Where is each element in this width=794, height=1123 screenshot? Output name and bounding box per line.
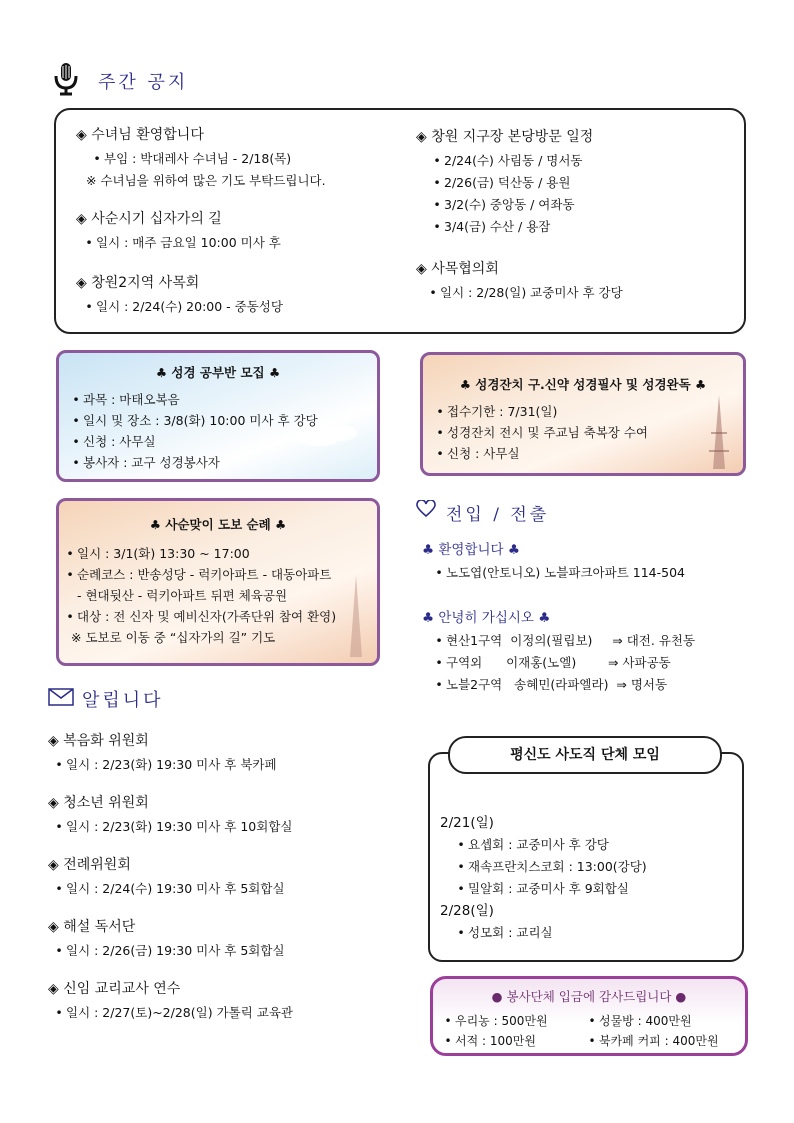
list-item: 2/24(수) 사림동 / 명서동 <box>444 153 583 168</box>
section-title: ◈ 창원2지역 사목회 <box>76 275 200 291</box>
list-item: 일시 : 2/23(화) 19:30 미사 후 10회합실 <box>66 819 293 834</box>
list-item: 구역외 이재홍(노엘) ⇒ 사파공동 <box>446 655 671 670</box>
note-text: ※ 도보로 이동 중 “십자가의 길” 기도 <box>71 630 276 645</box>
card-title: ♣ 성경 공부반 모집 ♣ <box>155 365 281 380</box>
section-title: ◈ 해설 독서단 <box>48 919 136 935</box>
section-title: ◈ 전례위원회 <box>48 857 131 873</box>
list-item: 일시 : 2/28(일) 교중미사 후 강당 <box>440 285 623 300</box>
note-text: ※ 수녀님을 위하여 많은 기도 부탁드립니다. <box>86 173 326 188</box>
list-item: 성경잔치 전시 및 주교님 축복장 수여 <box>447 425 648 440</box>
section-title: ◈ 수녀님 환영합니다 <box>76 127 204 143</box>
list-item: 순례코스 : 반송성당 - 럭키아파트 - 대동아파트 <box>77 567 332 582</box>
list-item: 노도엽(안토니오) 노블파크아파트 114-504 <box>446 565 685 580</box>
microphone-icon <box>52 62 80 96</box>
section-title: ◈ 청소년 위원회 <box>48 795 149 811</box>
list-item: 현산1구역 이정의(필립보) ⇒ 대전. 유천동 <box>446 633 696 648</box>
list-item: 대상 : 전 신자 및 예비신자(가족단위 참여 환영) <box>77 609 337 624</box>
list-item: 서적 : 100만원 <box>455 1034 536 1048</box>
heart-icon <box>416 500 436 518</box>
weekly-notice-box: ◈ 수녀님 환영합니다 • 부임 : 박대레사 수녀님 - 2/18(목) ※ 수녀님을 위하여 많은 기도 부탁드립니다. ◈ 사순시기 십자가의 길 • 일시 : 매주 금요일 10:00 미사 후 ◈ 창원2지역 사목회 • 일시 : 2/24(수) 20:00 - 중동성당 ◈ 창원 지구장 본당방문 일정 • 2/24(수) 사림동 / 명서동 • 2/26(금) 덕산동 / 용원 • 3/2(수) 중앙동 / 여좌동 • 3/4(금) 수산 / 용잠 ◈ 사목협의회 • 일시 : 2/28(일) 교중미사 후 강당 <box>54 108 746 334</box>
list-item: 성모회 : 교리실 <box>468 925 553 940</box>
section-title: ◈ 복음화 위원회 <box>48 733 149 749</box>
list-item: 일시 : 2/24(수) 20:00 - 중동성당 <box>96 299 283 314</box>
tower-decoration <box>339 571 373 659</box>
section-title: ◈ 창원 지구장 본당방문 일정 <box>416 129 594 145</box>
lay-groups-title: 평신도 사도직 단체 모임 <box>448 736 722 774</box>
card-title: ♣ 성경잔치 구.신약 성경필사 및 성경완독 ♣ <box>459 377 707 392</box>
section-title: ◈ 신임 교리교사 연수 <box>48 981 181 997</box>
section-title: ◈ 사순시기 십자가의 길 <box>76 211 222 227</box>
list-item: 과목 : 마태오복음 <box>83 392 180 407</box>
list-item: 신청 : 사무실 <box>83 434 156 449</box>
list-item: 일시 : 2/27(토)~2/28(일) 가톨릭 교육관 <box>66 1005 293 1020</box>
list-item: 봉사자 : 교구 성경봉사자 <box>83 455 220 470</box>
thanks-box: ● 봉사단체 입금에 감사드립니다 ● • 우리농 : 500만원 • 서적 : 100만원 • 성물방 : 400만원 • 북카페 커피 : 400만원 <box>430 976 748 1056</box>
page-title: 주간 공지 <box>98 72 189 93</box>
list-item: 신청 : 사무실 <box>447 446 520 461</box>
list-item: 일시 : 2/23(화) 19:30 미사 후 북카페 <box>66 757 277 772</box>
date-label: 2/28(일) <box>440 903 494 919</box>
tower-decoration <box>701 393 737 471</box>
section-title: ◈ 사목협의회 <box>416 261 499 277</box>
card-title: ♣ 사순맞이 도보 순례 ♣ <box>149 517 287 532</box>
list-item: 일시 : 2/24(수) 19:30 미사 후 5회합실 <box>66 881 285 896</box>
thanks-title: ● 봉사단체 입금에 감사드립니다 ● <box>491 989 687 1004</box>
list-item: 일시 및 장소 : 3/8(화) 10:00 미사 후 강당 <box>83 413 318 428</box>
list-item: 2/26(금) 덕산동 / 용원 <box>444 175 571 190</box>
list-item: 북카페 커피 : 400만원 <box>599 1034 719 1048</box>
bible-copy-card: ♣ 성경잔치 구.신약 성경필사 및 성경완독 ♣ • 접수기한 : 7/31(일) • 성경잔치 전시 및 주교님 축복장 수여 • 신청 : 사무실 <box>420 352 746 476</box>
list-item: 우리농 : 500만원 <box>455 1014 548 1028</box>
section-title: ♣ 환영합니다 ♣ <box>422 542 520 558</box>
list-item-continued: - 현대뒷산 - 럭키아파트 뒤편 체육공원 <box>77 588 288 603</box>
bible-study-card: ♣ 성경 공부반 모집 ♣ • 과목 : 마태오복음 • 일시 및 장소 : 3/8(화) 10:00 미사 후 강당 • 신청 : 사무실 • 봉사자 : 교구 성경봉사자 <box>56 350 380 482</box>
list-item: 3/4(금) 수산 / 용잠 <box>444 219 551 234</box>
transfer-title: 전입 / 전출 <box>446 505 550 525</box>
cloud-decoration <box>289 413 369 453</box>
list-item: 노블2구역 송혜민(라파엘라) ⇒ 명서동 <box>446 677 668 692</box>
pilgrimage-card: ♣ 사순맞이 도보 순례 ♣ • 일시 : 3/1(화) 13:30 ~ 17:00 • 순례코스 : 반송성당 - 럭키아파트 - 대동아파트 - 현대뒷산 - 럭키아파트 뒤편 체육공원 • 대상 : 전 신자 및 예비신자(가족단위 참여 환영) ※ 도보로 이동 중 “십자가의 길” 기도 <box>56 498 380 666</box>
list-item: 성물방 : 400만원 <box>599 1014 692 1028</box>
list-item: 부임 : 박대레사 수녀님 - 2/18(목) <box>104 151 292 166</box>
list-item: 일시 : 2/26(금) 19:30 미사 후 5회합실 <box>66 943 285 958</box>
section-title: ♣ 안녕히 가십시오 ♣ <box>422 610 551 626</box>
envelope-icon <box>48 688 74 706</box>
list-item: 재속프란치스코회 : 13:00(강당) <box>468 859 647 874</box>
list-item: 요셉회 : 교중미사 후 강당 <box>468 837 609 852</box>
list-item: 일시 : 매주 금요일 10:00 미사 후 <box>96 235 281 250</box>
announce-title: 알립니다 <box>82 690 164 711</box>
list-item: 접수기한 : 7/31(일) <box>447 404 558 419</box>
list-item: 일시 : 3/1(화) 13:30 ~ 17:00 <box>77 546 250 561</box>
date-label: 2/21(일) <box>440 815 494 831</box>
list-item: 3/2(수) 중앙동 / 여좌동 <box>444 197 575 212</box>
list-item: 밀알회 : 교중미사 후 9회합실 <box>468 881 629 896</box>
